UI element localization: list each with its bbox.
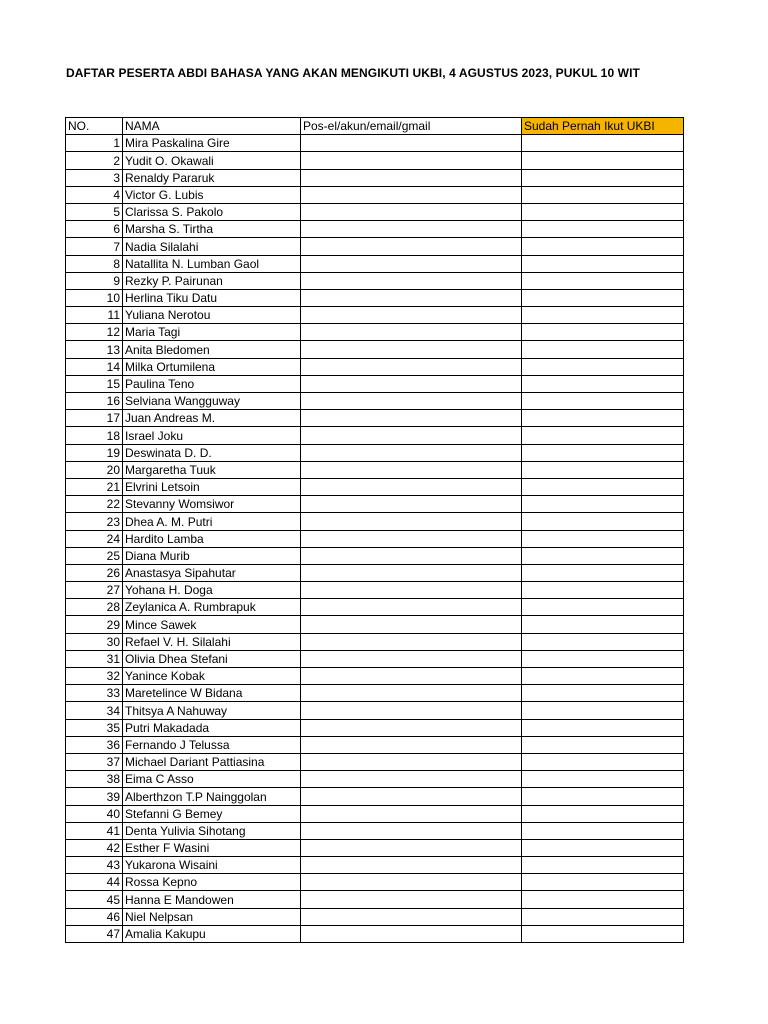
row-number: 32 <box>66 668 123 685</box>
row-email-cell[interactable] <box>301 599 522 616</box>
row-number: 5 <box>66 203 123 220</box>
row-ukbi-cell[interactable] <box>522 530 684 547</box>
row-number: 29 <box>66 616 123 633</box>
row-number: 40 <box>66 805 123 822</box>
header-ukbi: Sudah Pernah Ikut UKBI <box>522 118 684 135</box>
row-ukbi-cell[interactable] <box>522 238 684 255</box>
row-name: Rezky P. Pairunan <box>123 272 301 289</box>
row-name: Nadia Silalahi <box>123 238 301 255</box>
table-row <box>66 169 684 186</box>
row-ukbi-cell[interactable] <box>522 461 684 478</box>
row-ukbi-cell[interactable] <box>522 753 684 770</box>
row-ukbi-cell[interactable] <box>522 358 684 375</box>
row-email-cell[interactable] <box>301 839 522 856</box>
row-name: Herlina Tiku Datu <box>123 289 301 306</box>
table-row <box>66 616 684 633</box>
row-number: 47 <box>66 925 123 942</box>
row-ukbi-cell[interactable] <box>522 771 684 788</box>
row-number: 30 <box>66 633 123 650</box>
row-email-cell[interactable] <box>301 633 522 650</box>
row-email-cell[interactable] <box>301 702 522 719</box>
row-name: Milka Ortumilena <box>123 358 301 375</box>
row-number: 44 <box>66 874 123 891</box>
row-name: Esther F Wasini <box>123 839 301 856</box>
row-email-cell[interactable] <box>301 307 522 324</box>
row-number: 39 <box>66 788 123 805</box>
row-name: Eima C Asso <box>123 771 301 788</box>
row-number: 27 <box>66 582 123 599</box>
row-name: Zeylanica A. Rumbrapuk <box>123 599 301 616</box>
table-row <box>66 307 684 324</box>
row-email-cell[interactable] <box>301 925 522 942</box>
row-number: 33 <box>66 685 123 702</box>
table-row <box>66 393 684 410</box>
row-ukbi-cell[interactable] <box>522 822 684 839</box>
row-name: Deswinata D. D. <box>123 444 301 461</box>
row-number: 41 <box>66 822 123 839</box>
row-ukbi-cell[interactable] <box>522 186 684 203</box>
table-row <box>66 564 684 581</box>
row-ukbi-cell[interactable] <box>522 393 684 410</box>
row-email-cell[interactable] <box>301 341 522 358</box>
row-ukbi-cell[interactable] <box>522 513 684 530</box>
row-ukbi-cell[interactable] <box>522 444 684 461</box>
row-ukbi-cell[interactable] <box>522 496 684 513</box>
row-name: Marsha S. Tirtha <box>123 221 301 238</box>
row-ukbi-cell[interactable] <box>522 788 684 805</box>
row-ukbi-cell[interactable] <box>522 478 684 495</box>
row-name: Rossa Kepno <box>123 874 301 891</box>
row-email-cell[interactable] <box>301 221 522 238</box>
row-number: 12 <box>66 324 123 341</box>
row-number: 20 <box>66 461 123 478</box>
row-name: Stevanny Womsiwor <box>123 496 301 513</box>
row-ukbi-cell[interactable] <box>522 169 684 186</box>
row-ukbi-cell[interactable] <box>522 685 684 702</box>
row-email-cell[interactable] <box>301 857 522 874</box>
row-number: 35 <box>66 719 123 736</box>
table-row <box>66 925 684 942</box>
row-email-cell[interactable] <box>301 444 522 461</box>
row-number: 28 <box>66 599 123 616</box>
row-email-cell[interactable] <box>301 272 522 289</box>
table-row <box>66 289 684 306</box>
row-number: 7 <box>66 238 123 255</box>
row-name: Clarissa S. Pakolo <box>123 203 301 220</box>
row-name: Olivia Dhea Stefani <box>123 650 301 667</box>
row-email-cell[interactable] <box>301 822 522 839</box>
table-row <box>66 736 684 753</box>
table-row <box>66 221 684 238</box>
row-ukbi-cell[interactable] <box>522 839 684 856</box>
row-name: Alberthzon T.P Nainggolan <box>123 788 301 805</box>
row-email-cell[interactable] <box>301 513 522 530</box>
row-email-cell[interactable] <box>301 393 522 410</box>
row-ukbi-cell[interactable] <box>522 650 684 667</box>
row-name: Yanince Kobak <box>123 668 301 685</box>
table-row <box>66 805 684 822</box>
table-row <box>66 272 684 289</box>
row-ukbi-cell[interactable] <box>522 152 684 169</box>
row-name: Natallita N. Lumban Gaol <box>123 255 301 272</box>
row-email-cell[interactable] <box>301 668 522 685</box>
row-number: 6 <box>66 221 123 238</box>
row-name: Margaretha Tuuk <box>123 461 301 478</box>
row-email-cell[interactable] <box>301 238 522 255</box>
row-email-cell[interactable] <box>301 427 522 444</box>
row-email-cell[interactable] <box>301 719 522 736</box>
row-email-cell[interactable] <box>301 616 522 633</box>
row-number: 22 <box>66 496 123 513</box>
row-email-cell[interactable] <box>301 564 522 581</box>
row-name: Yukarona Wisaini <box>123 857 301 874</box>
row-number: 8 <box>66 255 123 272</box>
row-name: Mince Sawek <box>123 616 301 633</box>
row-email-cell[interactable] <box>301 753 522 770</box>
table-row <box>66 444 684 461</box>
table-row <box>66 668 684 685</box>
row-number: 42 <box>66 839 123 856</box>
table-row <box>66 513 684 530</box>
table-row <box>66 857 684 874</box>
row-email-cell[interactable] <box>301 685 522 702</box>
row-name: Renaldy Pararuk <box>123 169 301 186</box>
row-ukbi-cell[interactable] <box>522 736 684 753</box>
header-nama: NAMA <box>123 118 301 135</box>
row-email-cell[interactable] <box>301 788 522 805</box>
row-email-cell[interactable] <box>301 461 522 478</box>
table-row <box>66 478 684 495</box>
row-number: 18 <box>66 427 123 444</box>
row-number: 16 <box>66 393 123 410</box>
table-row <box>66 650 684 667</box>
row-email-cell[interactable] <box>301 186 522 203</box>
row-name: Elvrini Letsoin <box>123 478 301 495</box>
table-row <box>66 874 684 891</box>
row-ukbi-cell[interactable] <box>522 272 684 289</box>
row-email-cell[interactable] <box>301 255 522 272</box>
row-number: 25 <box>66 547 123 564</box>
row-email-cell[interactable] <box>301 771 522 788</box>
row-ukbi-cell[interactable] <box>522 427 684 444</box>
row-email-cell[interactable] <box>301 547 522 564</box>
row-name: Hardito Lamba <box>123 530 301 547</box>
row-number: 4 <box>66 186 123 203</box>
row-number: 9 <box>66 272 123 289</box>
row-name: Victor G. Lubis <box>123 186 301 203</box>
row-ukbi-cell[interactable] <box>522 925 684 942</box>
table-row <box>66 341 684 358</box>
row-number: 38 <box>66 771 123 788</box>
row-ukbi-cell[interactable] <box>522 857 684 874</box>
row-name: Thitsya A Nahuway <box>123 702 301 719</box>
row-number: 23 <box>66 513 123 530</box>
row-email-cell[interactable] <box>301 582 522 599</box>
row-ukbi-cell[interactable] <box>522 221 684 238</box>
table-row <box>66 530 684 547</box>
row-number: 46 <box>66 908 123 925</box>
row-number: 21 <box>66 478 123 495</box>
table-row <box>66 358 684 375</box>
table-row <box>66 427 684 444</box>
row-ukbi-cell[interactable] <box>522 719 684 736</box>
row-name: Anita Bledomen <box>123 341 301 358</box>
row-email-cell[interactable] <box>301 908 522 925</box>
table-row <box>66 891 684 908</box>
row-name: Denta Yulivia Sihotang <box>123 822 301 839</box>
row-email-cell[interactable] <box>301 289 522 306</box>
row-ukbi-cell[interactable] <box>522 135 684 152</box>
row-email-cell[interactable] <box>301 736 522 753</box>
row-name: Diana Murib <box>123 547 301 564</box>
table-row <box>66 186 684 203</box>
row-ukbi-cell[interactable] <box>522 891 684 908</box>
row-number: 3 <box>66 169 123 186</box>
header-row <box>66 118 684 135</box>
row-name: Niel Nelpsan <box>123 908 301 925</box>
participant-table <box>65 117 684 943</box>
row-number: 24 <box>66 530 123 547</box>
row-ukbi-cell[interactable] <box>522 375 684 392</box>
row-email-cell[interactable] <box>301 478 522 495</box>
table-row <box>66 255 684 272</box>
row-email-cell[interactable] <box>301 530 522 547</box>
row-number: 11 <box>66 307 123 324</box>
header-no: NO. <box>66 118 123 135</box>
row-ukbi-cell[interactable] <box>522 341 684 358</box>
row-ukbi-cell[interactable] <box>522 203 684 220</box>
row-number: 1 <box>66 135 123 152</box>
row-number: 10 <box>66 289 123 306</box>
row-name: Fernando J Telussa <box>123 736 301 753</box>
row-number: 36 <box>66 736 123 753</box>
row-name: Maretelince W Bidana <box>123 685 301 702</box>
row-name: Refael V. H. Silalahi <box>123 633 301 650</box>
table-row <box>66 753 684 770</box>
row-email-cell[interactable] <box>301 135 522 152</box>
row-name: Yudit O. Okawali <box>123 152 301 169</box>
row-ukbi-cell[interactable] <box>522 874 684 891</box>
row-ukbi-cell[interactable] <box>522 582 684 599</box>
document-title: DAFTAR PESERTA ABDI BAHASA YANG AKAN MENGIKUTI UKBI, 4 AGUSTUS 2023, PUKUL 10 WIT <box>66 66 640 80</box>
table-row <box>66 771 684 788</box>
row-name: Hanna E Mandowen <box>123 891 301 908</box>
table-row <box>66 685 684 702</box>
row-email-cell[interactable] <box>301 375 522 392</box>
row-email-cell[interactable] <box>301 496 522 513</box>
table-row <box>66 839 684 856</box>
row-ukbi-cell[interactable] <box>522 255 684 272</box>
row-ukbi-cell[interactable] <box>522 633 684 650</box>
row-number: 37 <box>66 753 123 770</box>
row-email-cell[interactable] <box>301 874 522 891</box>
table-row <box>66 238 684 255</box>
row-number: 34 <box>66 702 123 719</box>
row-name: Yuliana Nerotou <box>123 307 301 324</box>
row-ukbi-cell[interactable] <box>522 289 684 306</box>
row-name: Stefanni G Bemey <box>123 805 301 822</box>
row-name: Israel Joku <box>123 427 301 444</box>
row-number: 26 <box>66 564 123 581</box>
row-name: Paulina Teno <box>123 375 301 392</box>
row-ukbi-cell[interactable] <box>522 702 684 719</box>
row-email-cell[interactable] <box>301 324 522 341</box>
table-row <box>66 547 684 564</box>
row-number: 17 <box>66 410 123 427</box>
row-email-cell[interactable] <box>301 203 522 220</box>
table-row <box>66 496 684 513</box>
row-name: Amalia Kakupu <box>123 925 301 942</box>
row-number: 45 <box>66 891 123 908</box>
row-email-cell[interactable] <box>301 358 522 375</box>
table-row <box>66 788 684 805</box>
row-ukbi-cell[interactable] <box>522 805 684 822</box>
row-number: 15 <box>66 375 123 392</box>
table-row <box>66 461 684 478</box>
row-name: Mira Paskalina Gire <box>123 135 301 152</box>
row-number: 2 <box>66 152 123 169</box>
row-name: Dhea A. M. Putri <box>123 513 301 530</box>
row-number: 14 <box>66 358 123 375</box>
row-ukbi-cell[interactable] <box>522 599 684 616</box>
row-email-cell[interactable] <box>301 650 522 667</box>
row-name: Putri Makadada <box>123 719 301 736</box>
table-row <box>66 152 684 169</box>
table-row <box>66 135 684 152</box>
row-email-cell[interactable] <box>301 410 522 427</box>
row-ukbi-cell[interactable] <box>522 616 684 633</box>
row-email-cell[interactable] <box>301 169 522 186</box>
table-row <box>66 908 684 925</box>
table-row <box>66 633 684 650</box>
row-number: 13 <box>66 341 123 358</box>
row-name: Maria Tagi <box>123 324 301 341</box>
table-row <box>66 410 684 427</box>
row-ukbi-cell[interactable] <box>522 564 684 581</box>
table-row <box>66 719 684 736</box>
row-name: Juan Andreas M. <box>123 410 301 427</box>
row-name: Selviana Wangguway <box>123 393 301 410</box>
row-name: Yohana H. Doga <box>123 582 301 599</box>
row-name: Anastasya Sipahutar <box>123 564 301 581</box>
header-email: Pos-el/akun/email/gmail <box>301 118 522 135</box>
table-row <box>66 599 684 616</box>
table-row <box>66 702 684 719</box>
row-email-cell[interactable] <box>301 152 522 169</box>
table-row <box>66 203 684 220</box>
table-row <box>66 582 684 599</box>
table-row <box>66 822 684 839</box>
table-body <box>66 135 684 943</box>
row-ukbi-cell[interactable] <box>522 307 684 324</box>
row-ukbi-cell[interactable] <box>522 668 684 685</box>
row-number: 31 <box>66 650 123 667</box>
table-row <box>66 375 684 392</box>
row-number: 43 <box>66 857 123 874</box>
row-ukbi-cell[interactable] <box>522 410 684 427</box>
row-ukbi-cell[interactable] <box>522 908 684 925</box>
table-row <box>66 324 684 341</box>
row-number: 19 <box>66 444 123 461</box>
row-email-cell[interactable] <box>301 891 522 908</box>
row-ukbi-cell[interactable] <box>522 547 684 564</box>
row-name: Michael Dariant Pattiasina <box>123 753 301 770</box>
row-ukbi-cell[interactable] <box>522 324 684 341</box>
row-email-cell[interactable] <box>301 805 522 822</box>
